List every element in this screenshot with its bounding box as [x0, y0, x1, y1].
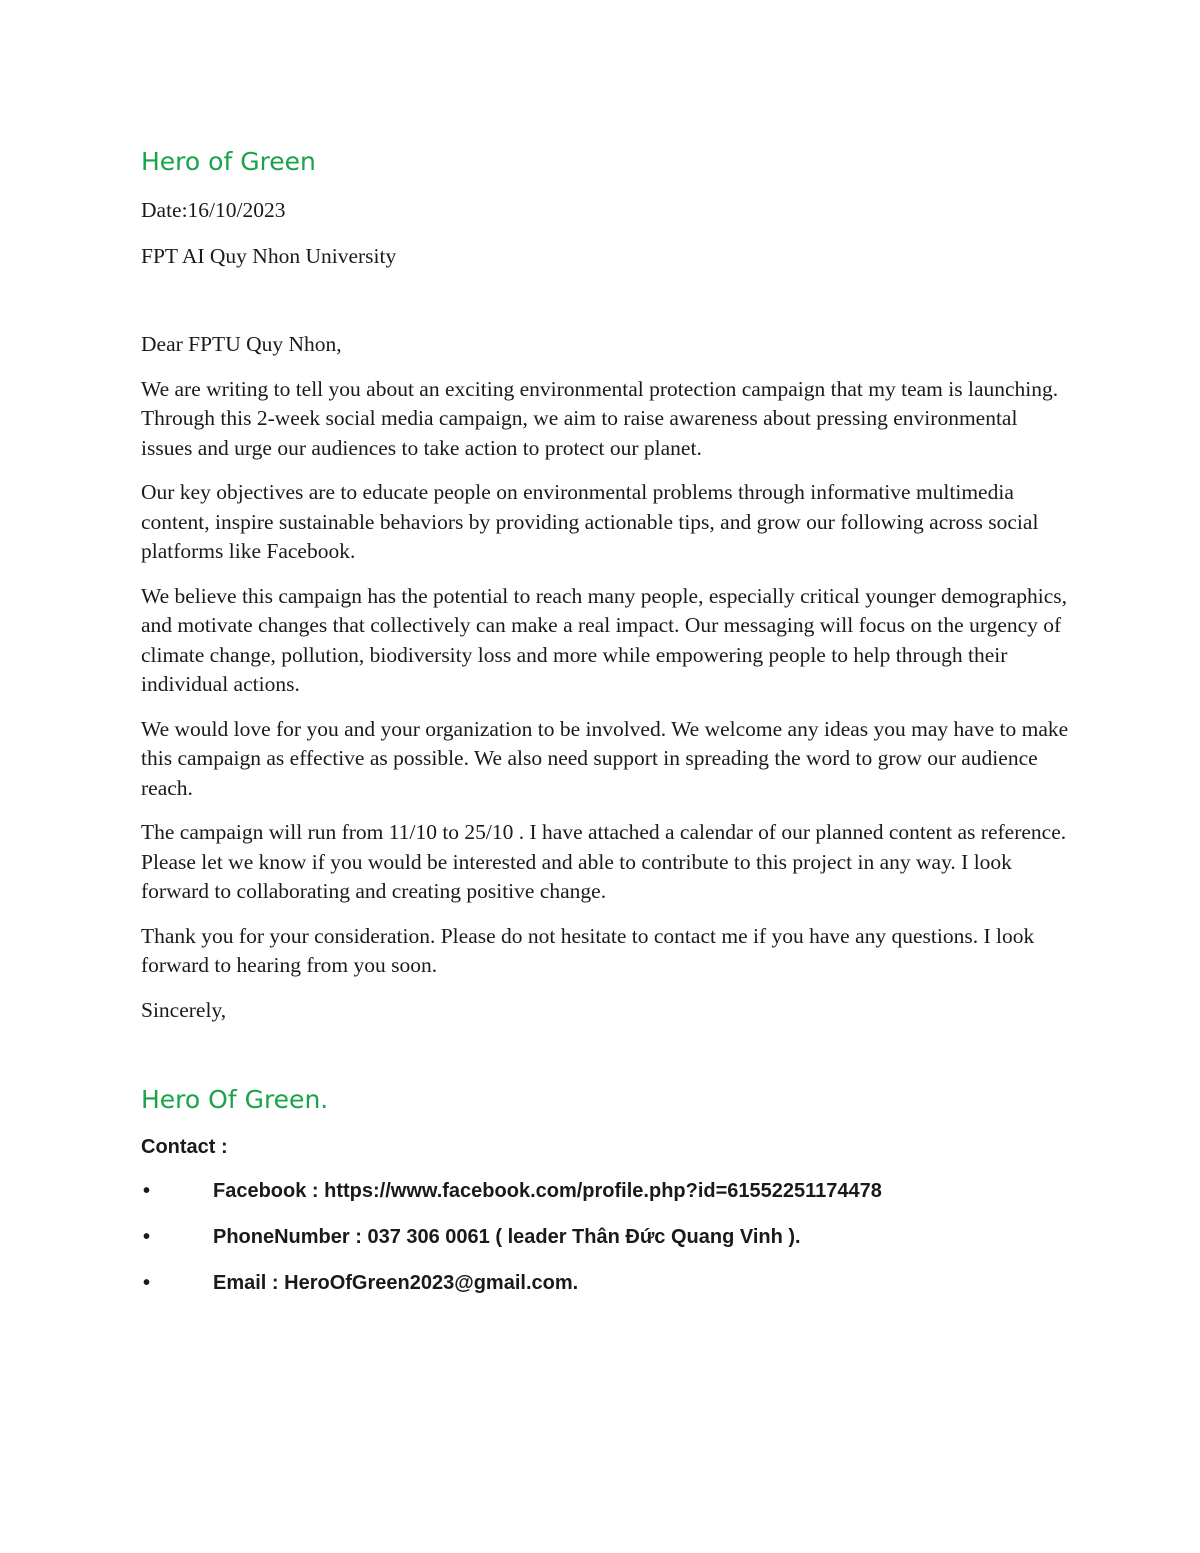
- contact-item-facebook: [141, 1177, 1071, 1205]
- bullet-icon: •: [143, 1180, 151, 1202]
- bullet-icon: •: [143, 1272, 151, 1294]
- letter-date: Date:16/10/2023: [141, 198, 286, 222]
- signature: Hero Of Green.: [141, 1085, 329, 1114]
- contact-item-email: [141, 1269, 1071, 1297]
- salutation: Dear FPTU Quy Nhon,: [141, 332, 342, 356]
- recipient-organization: FPT AI Quy Nhon University: [141, 243, 397, 268]
- body-paragraph-4: We would love for you and your organization to be involved. We welcome any ideas you may have to make this campaign as effective as possible. We also need support in spreading the word to grow our audience reach.: [141, 716, 1069, 800]
- closing: Sincerely,: [141, 997, 227, 1022]
- contact-label: Contact :: [141, 1136, 228, 1158]
- bullet-icon: •: [143, 1226, 151, 1248]
- contact-facebook-text: Facebook : https://www.facebook.com/profile.php?id=61552251174478: [213, 1180, 882, 1202]
- letter-body: [141, 145, 1071, 1315]
- contact-phone-text: PhoneNumber : 037 306 0061 ( leader Thân Đức Quang Vinh ).: [213, 1226, 801, 1248]
- body-paragraph-2: Our key objectives are to educate people on environmental problems through informative multimedia content, inspire sustainable behaviors by providing actionable tips, and grow our following across social platforms like Facebook.: [141, 480, 1039, 563]
- contact-email-text: Email : HeroOfGreen2023@gmail.com.: [213, 1272, 579, 1294]
- body-paragraph-5: The campaign will run from 11/10 to 25/10 . I have attached a calendar of our planned content as reference. Please let we know if you would be interested and able to contribute to this project in any way. I look forward to collaborating and creating positive change.: [141, 820, 1067, 903]
- contact-list: [141, 1177, 1071, 1297]
- header-title: Hero of Green: [141, 147, 316, 176]
- body-paragraph-1: We are writing to tell you about an exciting environmental protection campaign that my team is launching. Through this 2-week social media campaign, we aim to raise awareness about pressing environmental issues and urge our audiences to take action to protect our planet.: [141, 376, 1059, 460]
- body-paragraph-3: We believe this campaign has the potential to reach many people, especially critical younger demographics, and motivate changes that collectively can make a real impact. Our messaging will focus on the urgency of climate change, pollution, biodiversity loss and more while empowering people to help through their individual actions.: [141, 583, 1068, 696]
- body-paragraph-6: Thank you for your consideration. Please do not hesitate to contact me if you have any questions. I look forward to hearing from you soon.: [141, 923, 1035, 977]
- contact-item-phone: [141, 1223, 1071, 1251]
